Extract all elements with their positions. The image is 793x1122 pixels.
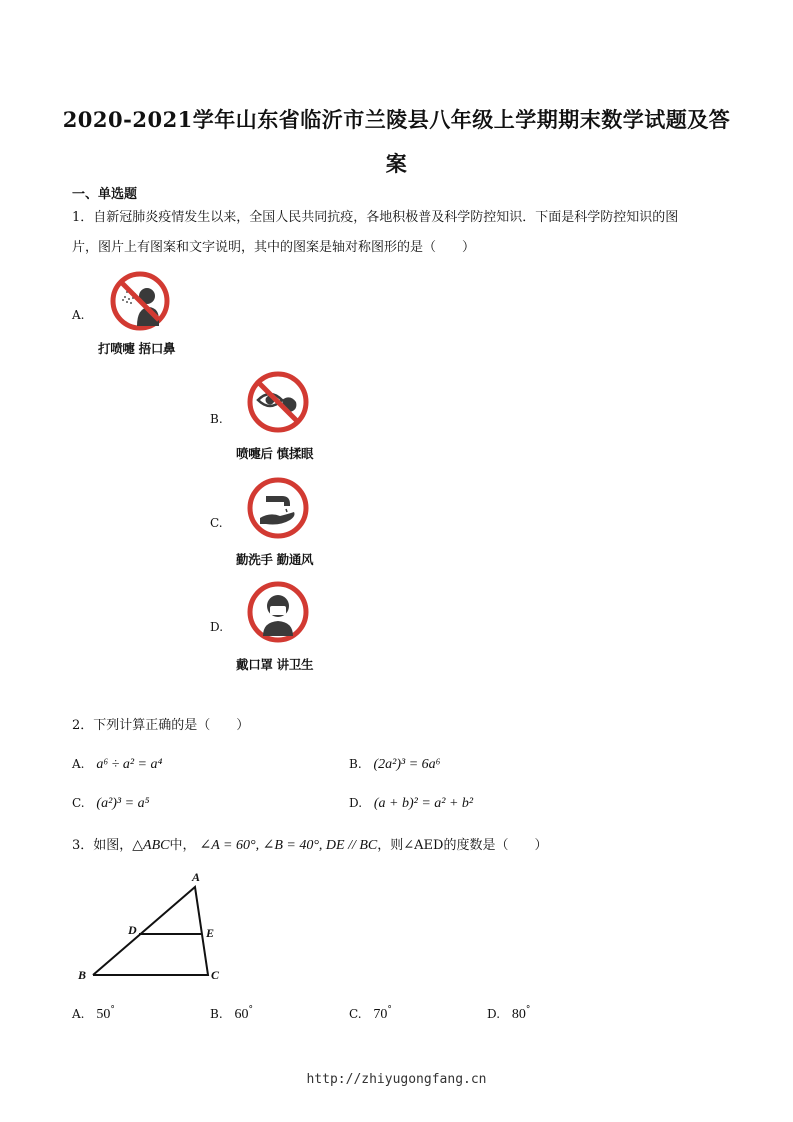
- q3-option-b-letter: B.: [210, 1007, 223, 1021]
- q1-option-d-caption: 戴口罩 讲卫生: [236, 657, 314, 672]
- q3-option-a-value: 50: [96, 1007, 111, 1022]
- q2-option-c-letter: C.: [72, 796, 85, 810]
- q2-option-a[interactable]: [72, 757, 162, 773]
- q3-option-c[interactable]: [349, 1005, 392, 1023]
- page-title-continued: 案: [385, 151, 408, 176]
- q2-option-c[interactable]: [72, 796, 149, 812]
- label-e: E: [206, 926, 215, 940]
- q2-text: 2．下列计算正确的是（ ）: [72, 718, 250, 733]
- q2-option-b[interactable]: [349, 757, 441, 773]
- q3-suffix: ，则∠AED的度数是（ ）: [377, 838, 548, 853]
- q2-option-d-expr: (a + b)² = a² + b²: [373, 796, 474, 811]
- no-eye-rub-icon[interactable]: [246, 370, 310, 434]
- q3-option-c-letter: C.: [349, 1007, 362, 1021]
- q3-text: [72, 836, 547, 856]
- footer-url[interactable]: http://zhiyugongfang.cn: [306, 1072, 487, 1087]
- q3-option-d-value: 80: [511, 1007, 526, 1022]
- q2-option-c-expr: (a²)³ = a⁵: [96, 796, 150, 811]
- q2-option-d[interactable]: [349, 796, 473, 812]
- label-b: B: [78, 968, 87, 982]
- q1-option-a-letter[interactable]: A.: [72, 308, 85, 322]
- degree-sign: °: [525, 1005, 531, 1015]
- face-mask-icon[interactable]: [246, 580, 310, 644]
- label-a: A: [192, 870, 201, 884]
- degree-sign: °: [248, 1005, 253, 1015]
- degree-sign: °: [110, 1005, 115, 1015]
- q1-option-b-letter[interactable]: B.: [210, 412, 223, 426]
- q2-option-a-expr: a⁶ ÷ a² = a⁴: [96, 757, 163, 772]
- q3-option-a-letter: A.: [72, 1007, 85, 1021]
- label-c: C: [211, 968, 220, 982]
- q1-option-a-caption: 打喷嚏 捂口鼻: [98, 341, 176, 356]
- q1-text-line2: 片，图片上有图案和文字说明，其中的图案是轴对称图形的是（ ）: [72, 240, 476, 255]
- q3-option-c-value: 70: [373, 1007, 388, 1022]
- label-d: D: [128, 923, 137, 937]
- q2-option-a-letter: A.: [72, 757, 85, 771]
- q1-option-c-letter[interactable]: C.: [210, 516, 223, 530]
- q3-option-d[interactable]: [487, 1005, 530, 1023]
- degree-sign: °: [387, 1005, 392, 1015]
- q3-prefix: 3．如图，: [72, 838, 133, 853]
- page-title: 2020-2021学年山东省临沂市兰陵县八年级上学期期末数学试题及答: [62, 107, 731, 132]
- q3-triangle: △ABC: [132, 838, 170, 853]
- triangle-figure: [76, 870, 226, 985]
- q3-option-d-letter: D.: [487, 1007, 501, 1021]
- q1-option-b-caption: 喷嚏后 慎揉眼: [236, 446, 314, 461]
- q2-option-b-letter: B.: [349, 757, 362, 771]
- q2-option-d-letter: D.: [349, 796, 363, 810]
- q3-mid: 中，: [169, 838, 196, 853]
- section-heading: 一、单选题: [72, 187, 138, 202]
- q3-condition: ∠A = 60°, ∠B = 40°, DE // BC: [199, 838, 378, 853]
- q2-option-b-expr: (2a²)³ = 6a⁶: [373, 757, 441, 772]
- q1-option-c-caption: 勤洗手 勤通风: [236, 552, 314, 567]
- q3-option-b[interactable]: [210, 1005, 253, 1023]
- no-sneeze-icon[interactable]: [109, 270, 171, 332]
- hand-wash-icon[interactable]: [246, 476, 310, 540]
- q3-option-a[interactable]: [72, 1005, 115, 1023]
- q3-option-b-value: 60: [234, 1007, 249, 1022]
- q1-text-line1: 1．自新冠肺炎疫情发生以来，全国人民共同抗疫，各地积极普及科学防控知识．下面是科学防控知识的图: [72, 210, 679, 225]
- q1-option-d-letter[interactable]: D.: [210, 620, 224, 634]
